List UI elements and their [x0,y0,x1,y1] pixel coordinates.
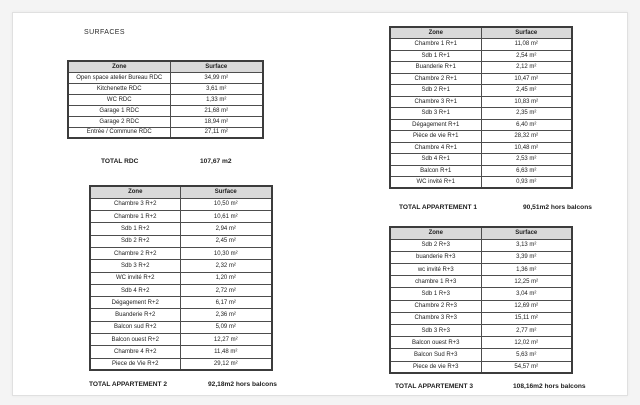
table-row [90,272,272,284]
zone-cell: Dégagement R+1 [390,119,481,131]
table-row [90,334,272,346]
surface-cell: 3,04 m² [481,288,572,300]
zone-cell: Chambre 4 R+2 [90,346,180,358]
table-header-row [90,186,272,198]
total-appartement-2-label: TOTAL APPARTEMENT 2 [89,381,168,388]
column-header: Zone [90,186,180,198]
table-row [390,325,572,337]
surface-cell: 12,69 m² [481,300,572,312]
total-rdc-value: 107,67 m2 [200,158,232,165]
table-header-row [390,227,572,239]
zone-cell: Piece de vie R+3 [390,361,481,373]
column-header: Surface [170,61,263,72]
table-row [68,116,263,127]
surface-cell: 2,12 m² [481,62,572,74]
surface-cell: 2,54 m² [481,50,572,62]
zone-cell: Balcon Sud R+3 [390,349,481,361]
surface-cell: 54,57 m² [481,361,572,373]
surface-cell: 2,36 m² [180,309,272,321]
surface-cell: 29,12 m² [180,358,272,370]
table-row [90,297,272,309]
table-row [90,211,272,223]
zone-cell: Dégagement R+2 [90,297,180,309]
surface-cell: 11,08 m² [481,39,572,51]
zone-cell: Chambre 1 R+2 [90,211,180,223]
table-row [390,108,572,120]
table-row [390,39,572,51]
zone-cell: Sdb 2 R+3 [390,239,481,251]
surface-cell: 2,45 m² [481,85,572,97]
table-row [68,94,263,105]
surface-cell: 2,72 m² [180,284,272,296]
column-header: Surface [481,227,572,239]
total-appartement-1-value: 90,51m2 hors balcons [523,204,592,211]
total-appartement-3-label: TOTAL APPARTEMENT 3 [395,383,474,390]
surface-cell: 21,68 m² [170,105,263,116]
zone-cell: Entrée / Commune RDC [68,127,170,138]
zone-cell: Sdb 3 R+3 [390,325,481,337]
total-appartement-3-value: 108,16m2 hors balcons [513,383,586,390]
zone-cell: Garage 2 RDC [68,116,170,127]
surface-cell: 6,40 m² [481,119,572,131]
table-surfaces-rdc [67,60,264,139]
table-row [68,83,263,94]
surface-cell: 12,02 m² [481,337,572,349]
total-appartement-3-line [395,383,586,390]
table-row [90,247,272,259]
zone-cell: Chambre 2 R+1 [390,73,481,85]
column-header: Zone [68,61,170,72]
table-surfaces-appartement-2 [89,185,273,371]
zone-cell: Buanderie R+2 [90,309,180,321]
zone-cell: Sdb 3 R+1 [390,108,481,120]
surface-cell: 10,47 m² [481,73,572,85]
table-row [390,239,572,251]
table-row [390,96,572,108]
table-row [390,312,572,324]
table-row [390,177,572,189]
zone-cell: Sdb 2 R+2 [90,235,180,247]
total-appartement-1-line [399,204,592,211]
table-row [90,346,272,358]
zone-cell: buanderie R+3 [390,251,481,263]
column-header: Zone [390,227,481,239]
zone-cell: WC invité R+1 [390,177,481,189]
surface-cell: 10,50 m² [180,198,272,210]
table-surfaces-appartement-1 [389,26,573,189]
table-row [390,165,572,177]
surface-cell: 2,77 m² [481,325,572,337]
table-row [390,288,572,300]
table-header-row [390,27,572,39]
table-row [90,321,272,333]
surface-cell: 6,63 m² [481,165,572,177]
zone-cell: Balcon ouest R+3 [390,337,481,349]
table-row [390,85,572,97]
table-row [390,73,572,85]
page-title: SURFACES [84,29,125,36]
surface-cell: 10,30 m² [180,247,272,259]
table-surfaces-appartement-3 [389,226,573,374]
table-row [390,131,572,143]
column-header: Surface [180,186,272,198]
zone-cell: Chambre 1 R+1 [390,39,481,51]
surface-cell: 12,27 m² [180,334,272,346]
table-row [68,72,263,83]
total-appartement-1-label: TOTAL APPARTEMENT 1 [399,204,478,211]
table-row [90,284,272,296]
zone-cell: Sdb 2 R+1 [390,85,481,97]
column-header: Surface [481,27,572,39]
surface-cell: 27,11 m² [170,127,263,138]
table-row [390,119,572,131]
table-row [90,260,272,272]
zone-cell: Kitchenette RDC [68,83,170,94]
total-rdc-label: TOTAL RDC [101,158,139,165]
zone-cell: Chambre 3 R+1 [390,96,481,108]
zone-cell: WC RDC [68,94,170,105]
zone-cell: Garage 1 RDC [68,105,170,116]
zone-cell: Sdb 4 R+1 [390,154,481,166]
surface-cell: 6,17 m² [180,297,272,309]
column-header: Zone [390,27,481,39]
zone-cell: wc invité R+3 [390,264,481,276]
total-rdc-line [101,158,232,165]
surface-cell: 2,35 m² [481,108,572,120]
table-row [390,349,572,361]
zone-cell: Buanderie R+1 [390,62,481,74]
table-row [390,300,572,312]
zone-cell: Sdb 4 R+2 [90,284,180,296]
table-row [390,62,572,74]
document-page [12,12,628,396]
table-row [390,50,572,62]
zone-cell: Chambre 3 R+3 [390,312,481,324]
table-row [390,264,572,276]
table-row [90,223,272,235]
surface-cell: 0,93 m² [481,177,572,189]
surface-cell: 28,32 m² [481,131,572,143]
surface-cell: 12,25 m² [481,276,572,288]
zone-cell: Chambre 2 R+3 [390,300,481,312]
surface-cell: 1,20 m² [180,272,272,284]
surface-cell: 2,32 m² [180,260,272,272]
zone-cell: Piece de Vie R+2 [90,358,180,370]
surface-cell: 5,09 m² [180,321,272,333]
zone-cell: Pièce de vie R+1 [390,131,481,143]
zone-cell: Balcon ouest R+2 [90,334,180,346]
zone-cell: Sdb 1 R+3 [390,288,481,300]
surface-cell: 3,61 m² [170,83,263,94]
surface-cell: 5,63 m² [481,349,572,361]
surface-cell: 2,45 m² [180,235,272,247]
zone-cell: Open space atelier Bureau RDC [68,72,170,83]
zone-cell: Chambre 2 R+2 [90,247,180,259]
surface-cell: 18,94 m² [170,116,263,127]
surface-cell: 2,94 m² [180,223,272,235]
zone-cell: Balcon R+1 [390,165,481,177]
surface-cell: 34,99 m² [170,72,263,83]
surface-cell: 10,83 m² [481,96,572,108]
table-row [390,337,572,349]
surface-cell: 1,33 m² [170,94,263,105]
table-row [90,309,272,321]
surface-cell: 3,13 m² [481,239,572,251]
table-row [390,142,572,154]
table-row [90,358,272,370]
total-appartement-2-line [89,381,277,388]
zone-cell: Sdb 3 R+2 [90,260,180,272]
zone-cell: Chambre 3 R+2 [90,198,180,210]
table-row [68,105,263,116]
surface-cell: 2,53 m² [481,154,572,166]
zone-cell: chambre 1 R+3 [390,276,481,288]
zone-cell: WC invité R+2 [90,272,180,284]
table-header-row [68,61,263,72]
table-row [390,251,572,263]
surface-cell: 10,61 m² [180,211,272,223]
zone-cell: Sdb 1 R+2 [90,223,180,235]
table-row [390,154,572,166]
zone-cell: Balcon sud R+2 [90,321,180,333]
zone-cell: Sdb 1 R+1 [390,50,481,62]
zone-cell: Chambre 4 R+1 [390,142,481,154]
table-row [90,198,272,210]
total-appartement-2-value: 92,18m2 hors balcons [208,381,277,388]
table-row [390,276,572,288]
surface-cell: 15,11 m² [481,312,572,324]
table-row [90,235,272,247]
table-row [68,127,263,138]
table-row [390,361,572,373]
surface-cell: 1,36 m² [481,264,572,276]
surface-cell: 3,39 m² [481,251,572,263]
surface-cell: 10,48 m² [481,142,572,154]
surface-cell: 11,48 m² [180,346,272,358]
